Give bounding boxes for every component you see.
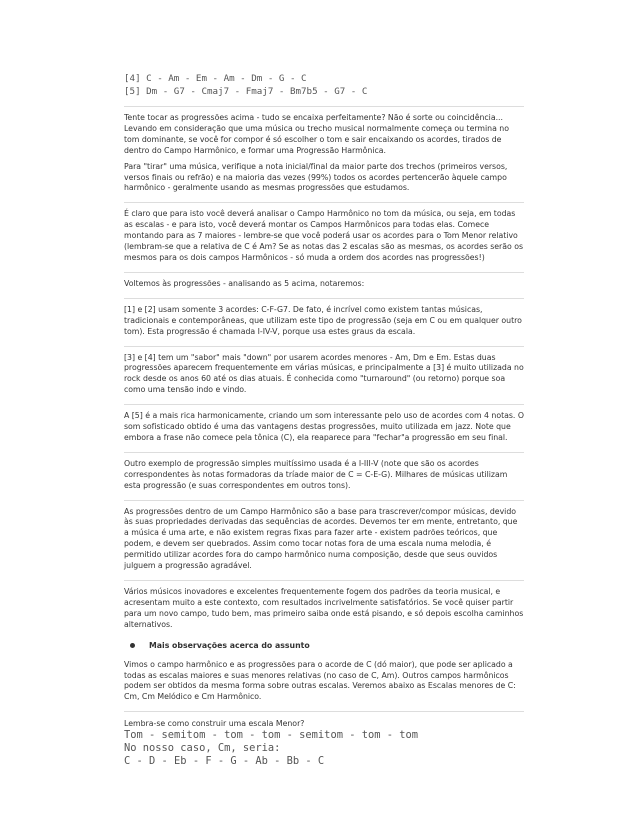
divider [124, 346, 524, 347]
paragraph: As progressões dentro de um Campo Harmônico são a base para trascrever/compor músicas, devido às suas propriedades derivadas das sequências de acordes. Devemos ter em mente, entretanto, que a música é uma arte, e não existem regras fixas para fazer arte - existem padrões teóricos, que podem, e devem ser quebrados. Assim como tocar notas fora de uma escala numa melodia, é permitido utilizar acordes fora do campo harmônico numa composição, desde que seus ouvidos julguem a progressão agradável. [124, 506, 518, 571]
progression-list [124, 72, 524, 98]
bullet-heading [128, 641, 524, 650]
paragraph: Vimos o campo harmônico e as progressões para o acorde de C (dó maior), que pode ser aplicado a todas as escalas maiores e suas menores relativas (no caso de C, Am). Outros campos harmônicos podem ser obtidos da mesma forma sobre outras escalas. Veremos abaixo as Escalas menores de C: Cm, Cm Melódico e Cm Harmônico. [124, 659, 516, 702]
document-page [124, 72, 524, 768]
divider [124, 580, 524, 581]
minor-scale-question: Lembra-se como construir uma escala Menor? [124, 719, 305, 729]
divider [124, 711, 524, 712]
divider [124, 106, 524, 107]
minor-scale-line: C - D - Eb - F - G - Ab - Bb - C [124, 755, 325, 768]
bullet-heading-text: Mais observações acerca do assunto [149, 640, 310, 650]
paragraph: Voltemos às progressões - analisando as 5 acima, notaremos: [124, 278, 365, 288]
divider [124, 298, 524, 299]
paragraph: Vários músicos inovadores e excelentes frequentemente fogem dos padrões da teoria musical, e acresentam muito a este contexto, com resultados incrivelmente satisfatórios. Se você quiser partir para um novo campo, tudo bem, mas primeiro saiba onde está pisando, e só depois escolha caminhos alternativos. [124, 587, 524, 629]
divider [124, 452, 524, 453]
paragraph: Tente tocar as progressões acima - tudo se encaixa perfeitamente? Não é sorte ou coincidência... Levando em consideração que uma música ou trecho musical normalmente começa ou termina no tom dominante, se você for compor é só escolher o tom e sair encaixando os acordes, tirados de dentro do Campo Harmônico, e formar uma Progressão Harmônica. [124, 113, 509, 155]
divider [124, 404, 524, 405]
paragraph: [1] e [2] usam somente 3 acordes: C-F-G7. De fato, é incrível como existem tantas músicas, tradicionais e contemporâneas, que utilizam este tipo de progressão (seja em C ou em qualquer outro tom). Esta progressão é chamada I-IV-V, porque usa estes graus da escala. [124, 304, 522, 336]
paragraph: A [5] é a mais rica harmonicamente, criando um som interessante pelo uso de acordes com 4 notas. O som sofisticado obtido é uma das vantagens destas progressões, muito utilizada em jazz. Note que embora a frase não comece pela tônica (C), ela reaparece para "fechar"a progressão em seu final. [124, 411, 524, 442]
divider [124, 500, 524, 501]
bullet-icon [130, 643, 135, 648]
progression-line: [4] C - Am - Em - Am - Dm - G - C [124, 73, 307, 84]
divider [124, 272, 524, 273]
progression-line: [5] Dm - G7 - Cmaj7 - Fmaj7 - Bm7b5 - G7 - C [124, 86, 368, 97]
minor-scale-line: No nosso caso, Cm, seria: [124, 742, 281, 755]
paragraph: Outro exemplo de progressão simples muitíssimo usada é a I-III-V (note que são os acordes correspondentes às notas formadoras da tríade maior de C = C-E-G). Milhares de músicas utilizam esta progressão (e suas correspondentes em outros tons). [124, 458, 508, 490]
paragraph: É claro que para isto você deverá analisar o Campo Harmônico no tom da música, ou seja, em todas as escalas - e para isto, você deverá montar os Campos Harmônicos para todas elas. Comece montando para as 7 maiores - lembre-se que você poderá usar os acordes para o Tom Menor relativo (lembram-se que a relativa de C é Am? Se as notas das 2 escalas são as mesmas, os acordes serão os mesmos para os dois campos Harmônicos - só muda a ordem dos acordes nas progressões!) [124, 209, 524, 262]
divider [124, 202, 524, 203]
minor-scale-line: Tom - semitom - tom - tom - semitom - tom - tom [124, 729, 419, 742]
paragraph: [3] e [4] tem um "sabor" mais "down" por usarem acordes menores - Am, Dm e Em. Estas duas progressões aparecem frequentemente em várias músicas, e principalmente a [3] é muito utilizada no rock desde os anos 60 até os dias atuais. É conhecida como "turnaround" (ou retorno) porque soa como uma tensão indo e vindo. [124, 352, 524, 395]
paragraph: Para "tirar" uma música, verifique a nota inicial/final da maior parte dos trechos (primeiros versos, versos finais ou refrão) e na maioria das vezes (99%) todos os acordes pertencerão àquele campo harmônico - geralmente usando as mesmas progressões que estudamos. [124, 161, 508, 193]
